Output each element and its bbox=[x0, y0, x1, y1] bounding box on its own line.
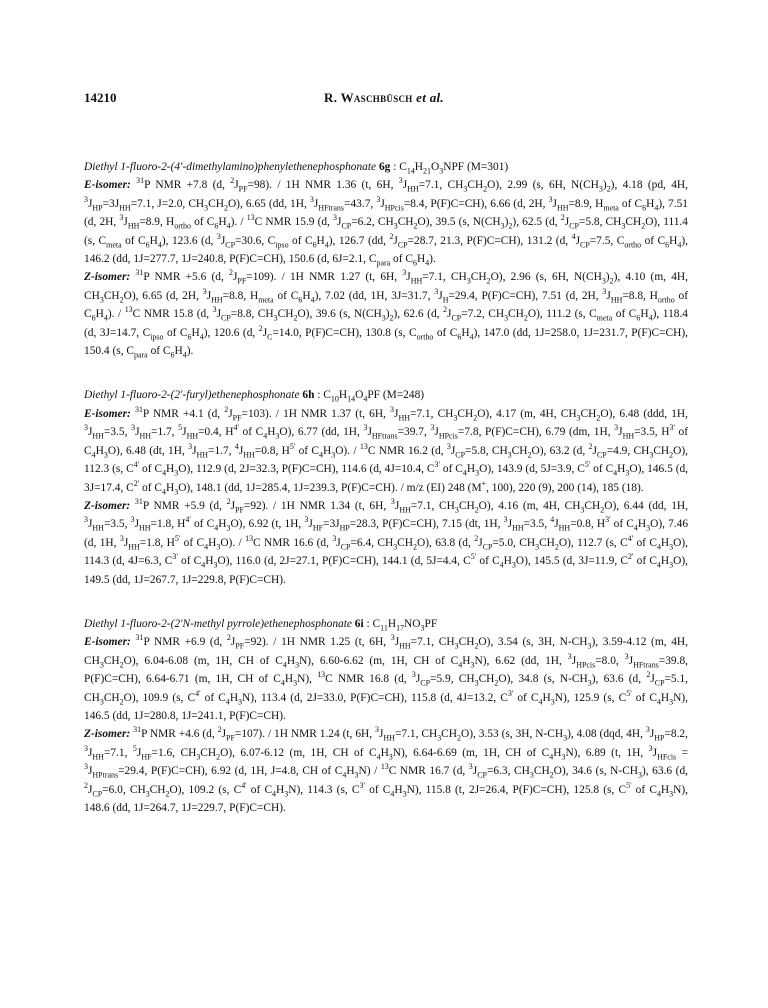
isomer-data: $^{31}$P NMR +5.9 (d, $^2J_{PF}=92$). / 1H NMR 1.34 (t, 6H, $^3J_{HH}=7.1$, $CH_3CH_2O$), 4.16 (m, 4H, $CH_3CH_2O$), 6.44 (dd, 1H, $^3J_{HH}=3.5$, $^3J_{HH}=1.8$, $H^{4'}$ of $C_4H_3O$), 6.92 (t, 1H, $^3J_{HF}=3J_{HP}=28.3$, P(F)C=CH), 7.15 (dt, 1H, $^3J_{HH}=3.5$, $^4J_{HH}=0.8$, $H^{3'}$ of $C_4H_3O$), 7.46 (d, 1H, $^3J_{HH}=1.8$, $H^{5'}$ of $C_4H_3O$). / $^{13}$C NMR 16.6 (d, $^3J_{CP}=6.4$, $CH_3CH_2O$), 63.8 (d, $^2J_{CP}=5.0$, $CH_3CH_2O$), 112.7 (s, $C^{4'}$ of $C_4H_3O$), 114.3 (d, 4J=6.3, $C^{3'}$ of $C_4H_3O$), 116.0 (d, 2J=27.1, P(F)C=CH), 144.1 (d, 5J=4.4, $C^{5'}$ of $C_4H_3O$), 145.5 (d, 3J=11.9, $C^{2'}$ of $C_4H_3O$), 149.5 (dd, 1J=267.7, 1J=229.8, P(F)C=CH). bbox=[84, 497, 689, 586]
compound-formula: : $C_{10}H_{14}O_4PF$ (M=248) bbox=[317, 389, 425, 404]
page-header bbox=[0, 90, 768, 110]
isomer-label: E-isomer: bbox=[84, 636, 131, 649]
running-head bbox=[0, 90, 768, 106]
isomer-paragraph bbox=[84, 268, 688, 360]
compound-title bbox=[84, 615, 688, 633]
compound-title bbox=[84, 158, 688, 176]
compound-formula: : $C_{14}H_{21}O_3NPF$ (M=301) bbox=[393, 161, 509, 176]
isomer-label: Z-isomer: bbox=[84, 728, 131, 741]
isomer-data: $^{31}$P NMR +4.6 (d, $^2J_{PF}=107$). / 1H NMR 1.24 (t, 6H, $^3J_{HH}=7.1$, $CH_3CH_2O$), 3.53 (s, 3H, $N-CH_3$), 4.08 (dqd, 4H, $^3J_{HP}=8.2$, $^3J_{HH}=7.1$, $^5J_{HF}=1.6$, $CH_3CH_2O$), 6.07-6.12 (m, 1H, CH of $C_4H_3N$), 6.64-6.69 (m, 1H, CH of $C_4H_3N$), 6.89 (t, 1H, $^3J_{HFcis} = ^3J_{HPtrans}=29.4$, P(F)C=CH), 6.92 (d, 1H, J=4.8, CH of $C_4H_3N) / ^{13}C$ NMR 16.7 (d, $^3J_{CP}=6.3$, $CH_3CH_2O$), 34.6 (s, $N-CH_3$), 63.6 (d, $^2J_{CP}=6.0$, $CH_3CH_2O$), 109.2 (s, $C^{4'}$ of $C_4H_3N$), 114.3 (s, $C^{3'}$ of $C_4H_3N$), 115.8 (t, 2J=26.4, P(F)C=CH), 125.8 (s, $C^{5'}$ of $C_4H_3N$), 148.6 (dd, 1J=264.7, 1J=229.7, P(F)C=CH). bbox=[84, 725, 689, 814]
compound-6h bbox=[84, 386, 688, 588]
isomer-paragraph bbox=[84, 725, 688, 817]
isomer-paragraph bbox=[84, 176, 688, 268]
compound-name: Diethyl 1-fluoro-2-(2'-furyl)ethenephosphonate bbox=[84, 389, 300, 402]
isomer-data: $^{31}$P NMR +7.8 (d, $^2J_{PF}=98$). / 1H NMR 1.36 (t, 6H, $^3J_{HH}=7.1$, $CH_3CH_2O$), 2.99 (s, 6H, $N(CH_3)_2$), 4.18 (pd, 4H, $^3J_{HP}=3J_{HH}=7.1$, J=2.0, $CH_3CH_2O$), 6.65 (dd, 1H, $^3J_{HFtrans}=43.7$, $^3J_{HPcis}=8.4$, P(F)C=CH), 6.66 (d, 2H, $^3J_{HH}=8.9$, $H_{meta}$ of $C_6H_4$), 7.51 (d, 2H, $^3J_{HH}=8.9$, $H_{ortho}$ of $C_6H_4$). / $^{13}$C NMR 15.9 (d, $^3J_{CP}=6.2$, $CH_3CH_2O$), 39.5 (s, $N(CH_3)_2$), 62.5 (d, $^2J_{CP}=5.8$, $CH_3CH_2O$), 111.4 (s, $C_{meta}$ of $C_6H_4$), 123.6 (d, $^3J_{CP}=30.6$, $C_{ipso}$ of $C_6H_4$), 126.7 (dd, $^2J_{CP}=28.7$, 21.3, P(F)C=CH), 131.2 (d, $^4J_{CP}=7.5$, $C_{ortho}$ of $C_6H_4$), 146.2 (dd, 1J=277.7, 1J=240.8, P(F)C=CH), 150.6 (d, 6J=2.1, $C_{para}$ of $C_6H_4$). bbox=[84, 176, 688, 268]
isomer-data: $^{31}$P NMR +5.6 (d, $^2J_{PF}=109$). / 1H NMR 1.27 (t, 6H, $^3J_{HH}=7.1$, $CH_3CH_2O$), 2.96 (s, 6H, $N(CH_3)_2$), 4.10 (m, 4H, $CH_3CH_2O$), 6.65 (d, 2H, $^3J_{HH}=8.8$, $H_{meta}$ of $C_6H_4$), 7.02 (dd, 1H, 3J=31.7, $^3J_H=29.4$, P(F)C=CH), 7.51 (d, 2H, $^3J_{HH}=8.8$, $H_{ortho}$ of $C_6H_4$). / $^{13}$C NMR 15.8 (d, $^3J_{CP}=8.8$, $CH_3CH_2O$), 39.6 (s, $N(CH_3)_2$), 62.6 (d, $^2J_{CP}=7.2$, $CH_3CH_2O$), 111.2 (s, $C_{meta}$ of $C_6H_4$), 118.4 (d, 3J=14.7, $C_{ipso}$ of $C_6H_4$), 120.6 (d, $^2J_C=14.0$, P(F)C=CH), 130.8 (s, $C_{ortho}$ of $C_6H_4$), 147.0 (dd, 1J=258.0, 1J=231.7, P(F)C=CH), 150.4 (s, $C_{para}$ of $C_6H_4$). bbox=[84, 268, 689, 360]
article-body bbox=[84, 158, 688, 817]
isomer-label: Z-isomer: bbox=[84, 499, 131, 512]
running-etal: et al. bbox=[416, 90, 444, 105]
compound-6i bbox=[84, 615, 688, 817]
isomer-data: $^{31}$P NMR +6.9 (d, $^2J_{PF}=92$). / 1H NMR 1.25 (t, 6H, $^3J_{HH}=7.1$, $CH_3CH_2O$), 3.54 (s, 3H, $N-CH_3$), 3.59-4.12 (m, 4H, $CH_3CH_2O$), 6.04-6.08 (m, 1H, CH of $C_4H_3N$), 6.60-6.62 (m, 1H, CH of $C_4H_3N$), 6.62 (dd, 1H, $^3J_{HPcis}=8.0$, $^3J_{HFtrans}=39.8$, P(F)C=CH), 6.64-6.71 (m, 1H, CH of $C_4H_3N$), $^{13}$C NMR 16.8 (d, $^3J_{CP}=5.9$, $CH_3CH_2O$), 34.8 (s, $N-CH_3$), 63.6 (d, $^2J_{CP}=5.1$, $CH_3CH_2O$), 109.9 (s, $C^{4'}$ of $C_4H_3N$), 113.4 (d, 2J=33.0, P(F)C=CH), 115.8 (d, 4J=13.2, $C^{3'}$ of $C_4H_3N$), 125.9 (s, $C^{5'}$ of $C_4H_3N$), 146.5 (dd, 1J=280.8, 1J=241.1, P(F)C=CH). bbox=[84, 633, 689, 722]
isomer-label: E-isomer: bbox=[84, 179, 131, 192]
compound-id: 6h bbox=[302, 389, 315, 402]
compound-title bbox=[84, 386, 688, 404]
compound-name: Diethyl 1-fluoro-2-(4'-dimethylamino)phenylethenephosphonate bbox=[84, 161, 377, 173]
compound-id: 6g bbox=[378, 161, 391, 173]
compound-formula: : $C_{11}H_{17}NO_3PF$ bbox=[366, 617, 438, 633]
isomer-label: Z-isomer: bbox=[84, 271, 131, 284]
isomer-label: E-isomer: bbox=[84, 407, 131, 420]
page-number: 14210 bbox=[84, 90, 117, 105]
isomer-paragraph bbox=[84, 497, 688, 589]
compound-name: Diethyl 1-fluoro-2-(2'N-methyl pyrrole)ethenephosphonate bbox=[84, 617, 352, 630]
compound-id: 6i bbox=[354, 617, 364, 630]
isomer-paragraph bbox=[84, 405, 688, 497]
isomer-paragraph bbox=[84, 633, 688, 725]
running-author: R. Waschbüsch bbox=[324, 90, 413, 105]
isomer-data: $^{31}$P NMR +4.1 (d, $^2J_{PF}=103$). / 1H NMR 1.37 (t, 6H, $^3J_{HH}=7.1$, $CH_3CH_2O$), 4.17 (m, 4H, $CH_3CH_2O$), 6.48 (ddd, 1H, $^3J_{HH}=3.5$, $^3J_{HH}=1.7$, $^5J_{HH}=0.4$, $H^{4'}$ of $C_4H_3O$), 6.77 (dd, 1H, $^3J_{HFtrans}=39.7$, $^3J_{HPcis}=7.8$, P(F)C=CH), 6.79 (dm, 1H, $^3J_{HH}=3.5$, $H^{3'}$ of $C_4H_3O$), 6.48 (dt, 1H, $^3J_{HH}=1.7$, $^4J_{HH}=0.8$, $H^{5'}$ of $C_4H_3O$). / $^{13}$C NMR 16.2 (d, $^3J_{CP}=5.8$, $CH_3CH_2O$), 63.2 (d, $^2J_{CP}=4.9$, $CH_3CH_2O$), 112.3 (s, $C^{4'}$ of $C_4H_3O$), 112.9 (d, 2J=32.3, P(F)C=CH), 114.6 (d, 4J=10.4, $C^{3'}$ of $C_4H_3O$), 143.9 (d, 5J=3.9, $C^{5'}$ of $C_4H_3O$), 146.5 (d, 3J=17.4, $C^{2'}$ of $C_4H_3O$), 148.1 (dd, 1J=285.4, 1J=239.3, P(F)C=CH). / m/z (EI) 248 (M+, 100), 220 (9), 200 (14), 185 (18). bbox=[84, 405, 689, 496]
compound-6g bbox=[84, 158, 688, 360]
